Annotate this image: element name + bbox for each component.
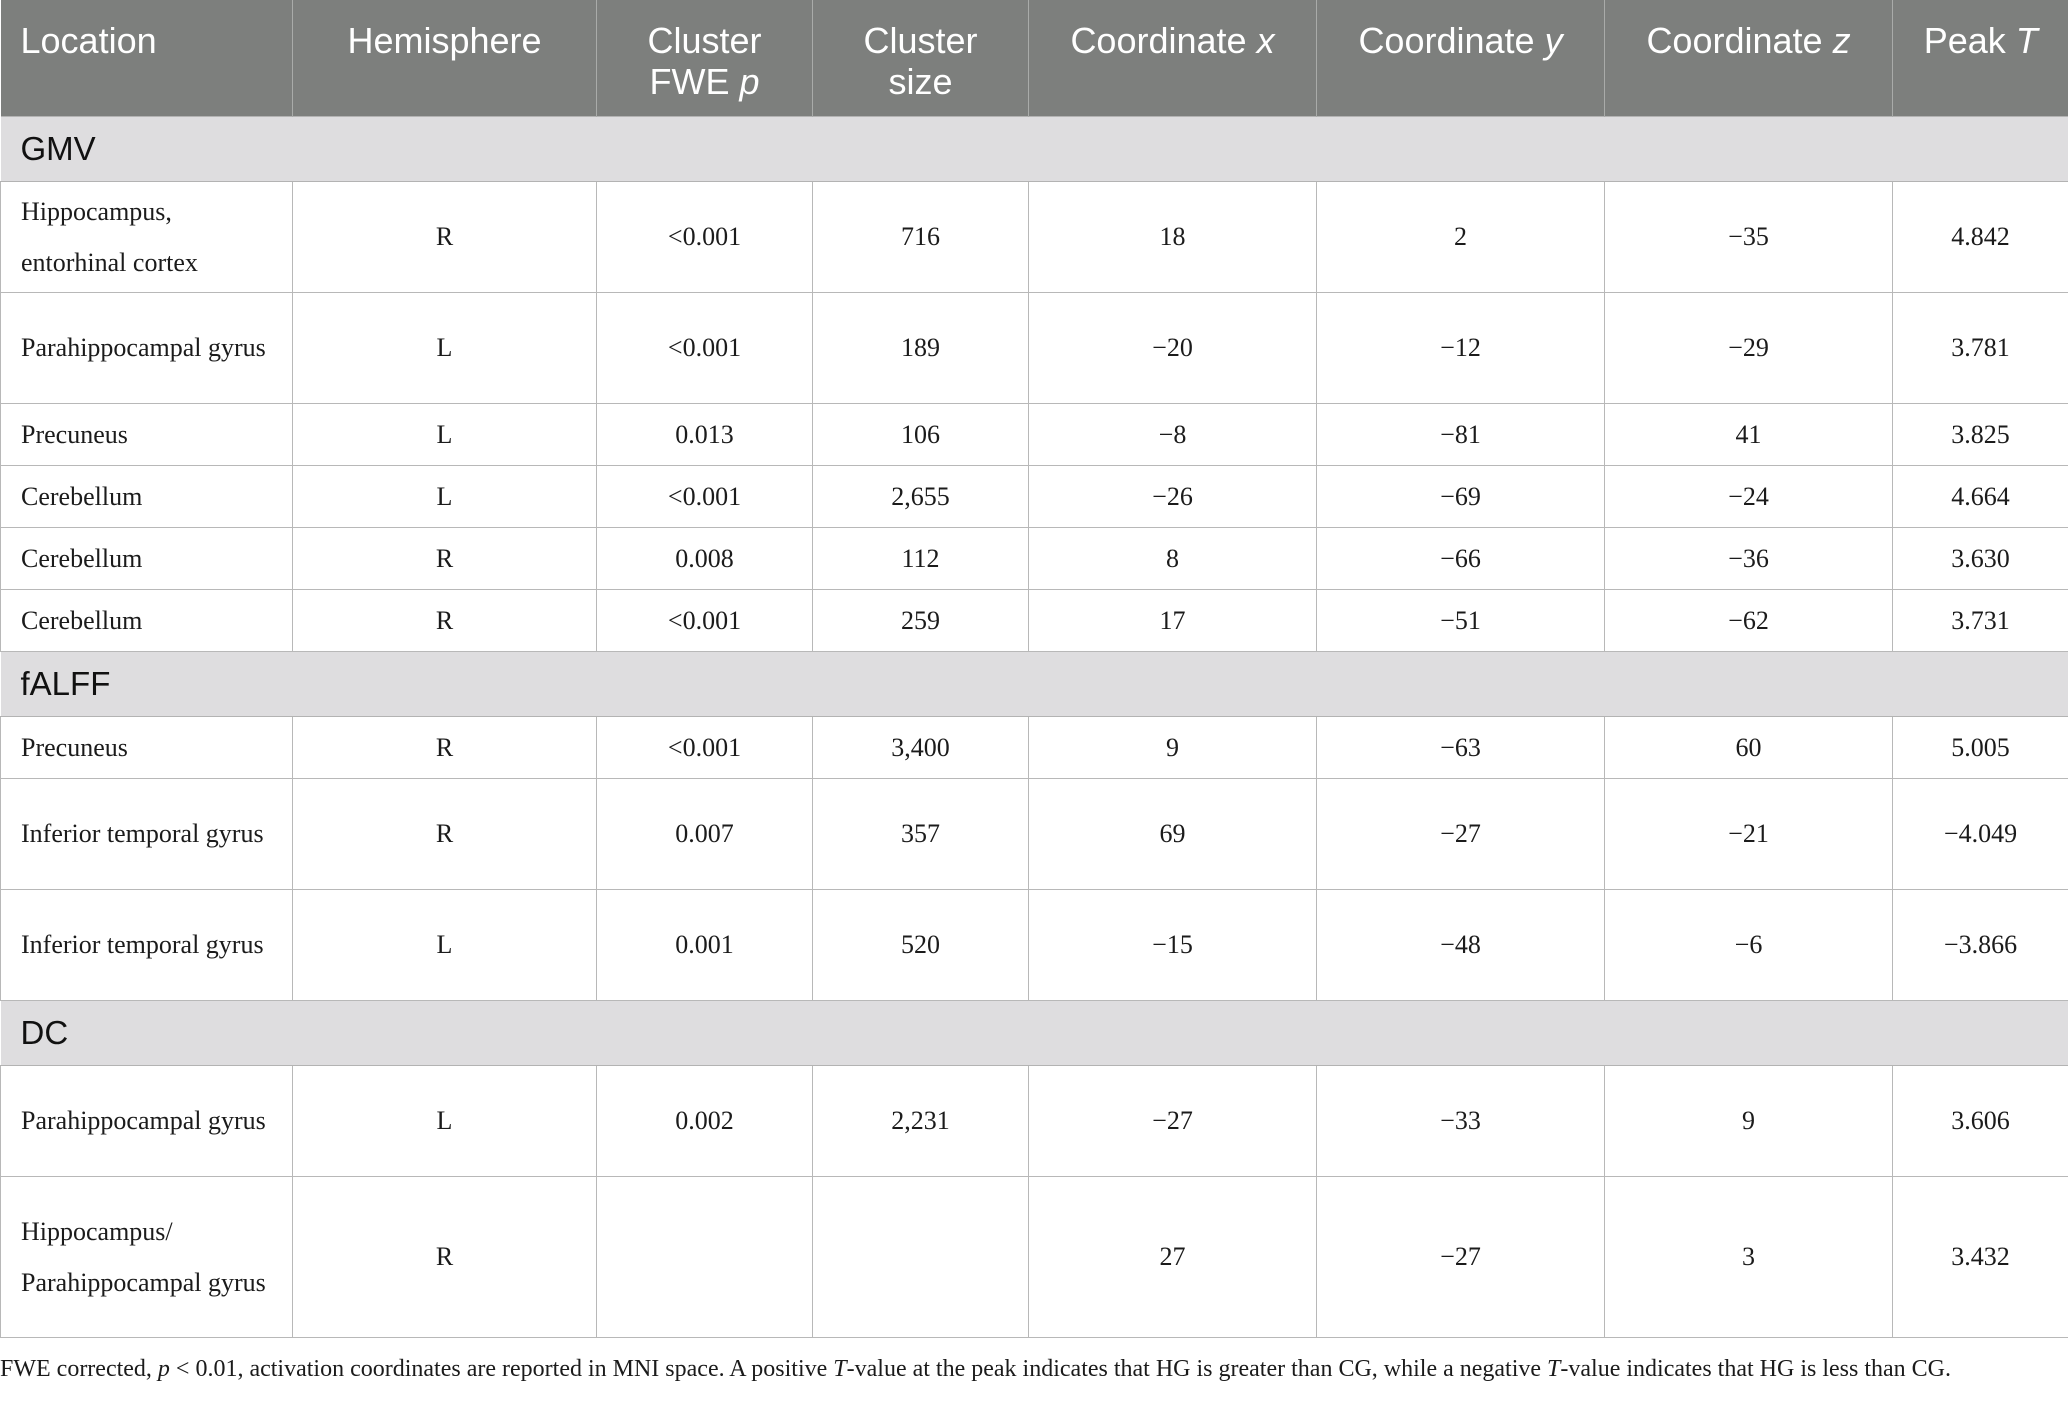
cluster-size-cell: 2,655 bbox=[813, 465, 1029, 527]
cluster-fwe-p-cell: 0.013 bbox=[597, 403, 813, 465]
col-header-location: Location bbox=[1, 0, 293, 116]
cluster-fwe-p-cell bbox=[597, 1176, 813, 1337]
hemisphere-cell: L bbox=[293, 403, 597, 465]
section-row-dc bbox=[1, 1000, 2068, 1065]
coordinate-z-cell: −21 bbox=[1605, 778, 1893, 889]
table-row bbox=[1, 181, 2068, 292]
hemisphere-cell: R bbox=[293, 1176, 597, 1337]
hemisphere-cell: R bbox=[293, 778, 597, 889]
cluster-fwe-p-cell: 0.007 bbox=[597, 778, 813, 889]
cluster-fwe-p-cell: <0.001 bbox=[597, 589, 813, 651]
peak-t-cell: −4.049 bbox=[1893, 778, 2068, 889]
coordinate-y-cell: −51 bbox=[1317, 589, 1605, 651]
section-row-falff bbox=[1, 651, 2068, 716]
hemisphere-cell: R bbox=[293, 589, 597, 651]
coordinate-z-cell: 9 bbox=[1605, 1065, 1893, 1176]
cluster-fwe-p-cell: 0.001 bbox=[597, 889, 813, 1000]
hemisphere-cell: R bbox=[293, 527, 597, 589]
location-cell: Inferior temporal gyrus bbox=[1, 889, 293, 1000]
cluster-size-cell: 189 bbox=[813, 292, 1029, 403]
table-row bbox=[1, 778, 2068, 889]
coordinate-x-cell: 18 bbox=[1029, 181, 1317, 292]
cluster-size-cell bbox=[813, 1176, 1029, 1337]
hemisphere-cell: L bbox=[293, 465, 597, 527]
location-cell: Parahippocampal gyrus bbox=[1, 292, 293, 403]
location-cell: Inferior temporal gyrus bbox=[1, 778, 293, 889]
coordinate-y-cell: −27 bbox=[1317, 778, 1605, 889]
coordinate-y-cell: −12 bbox=[1317, 292, 1605, 403]
cluster-fwe-p-cell: <0.001 bbox=[597, 292, 813, 403]
table-footnote: FWE corrected, p < 0.01, activation coordinates are reported in MNI space. A positive T-value at the peak indicates that HG is greater than CG, while a negative T-value indicates that HG is less than CG. bbox=[0, 1356, 1951, 1382]
col-header-hemisphere: Hemisphere bbox=[293, 0, 597, 116]
peak-t-cell: 3.606 bbox=[1893, 1065, 2068, 1176]
table-row bbox=[1, 403, 2068, 465]
cluster-fwe-p-cell: <0.001 bbox=[597, 181, 813, 292]
col-header-cluster-fwe-p: Cluster FWE p bbox=[597, 0, 813, 116]
coordinate-x-cell: −27 bbox=[1029, 1065, 1317, 1176]
coordinate-x-cell: 8 bbox=[1029, 527, 1317, 589]
cluster-fwe-p-cell: <0.001 bbox=[597, 716, 813, 778]
location-cell: Hippocampus/ Parahippocampal gyrus bbox=[1, 1176, 293, 1337]
table-row bbox=[1, 1176, 2068, 1337]
table-header-row bbox=[1, 0, 2068, 116]
coordinate-x-cell: −20 bbox=[1029, 292, 1317, 403]
location-cell: Precuneus bbox=[1, 403, 293, 465]
peak-t-cell: 3.781 bbox=[1893, 292, 2068, 403]
section-label: fALFF bbox=[1, 651, 2068, 716]
table-row bbox=[1, 716, 2068, 778]
cluster-size-cell: 2,231 bbox=[813, 1065, 1029, 1176]
coordinate-z-cell: 41 bbox=[1605, 403, 1893, 465]
coordinate-z-cell: −29 bbox=[1605, 292, 1893, 403]
cluster-fwe-p-cell: 0.008 bbox=[597, 527, 813, 589]
peak-t-cell: 4.842 bbox=[1893, 181, 2068, 292]
coordinate-z-cell: −35 bbox=[1605, 181, 1893, 292]
col-header-coordinate-z: Coordinate z bbox=[1605, 0, 1893, 116]
peak-t-cell: 3.630 bbox=[1893, 527, 2068, 589]
section-label: DC bbox=[1, 1000, 2068, 1065]
peak-t-cell: 3.731 bbox=[1893, 589, 2068, 651]
peak-t-cell: 4.664 bbox=[1893, 465, 2068, 527]
coordinate-y-cell: −81 bbox=[1317, 403, 1605, 465]
section-row-gmv bbox=[1, 116, 2068, 181]
coordinate-x-cell: 17 bbox=[1029, 589, 1317, 651]
table-row bbox=[1, 589, 2068, 651]
coordinate-x-cell: 9 bbox=[1029, 716, 1317, 778]
hemisphere-cell: L bbox=[293, 889, 597, 1000]
col-header-cluster-size: Cluster size bbox=[813, 0, 1029, 116]
cluster-size-cell: 112 bbox=[813, 527, 1029, 589]
coordinate-y-cell: −33 bbox=[1317, 1065, 1605, 1176]
hemisphere-cell: L bbox=[293, 292, 597, 403]
table-row bbox=[1, 292, 2068, 403]
peak-t-cell: 3.432 bbox=[1893, 1176, 2068, 1337]
cluster-size-cell: 357 bbox=[813, 778, 1029, 889]
coordinate-z-cell: −62 bbox=[1605, 589, 1893, 651]
coordinate-x-cell: 69 bbox=[1029, 778, 1317, 889]
cluster-size-cell: 716 bbox=[813, 181, 1029, 292]
col-header-coordinate-x: Coordinate x bbox=[1029, 0, 1317, 116]
coordinate-z-cell: −24 bbox=[1605, 465, 1893, 527]
coordinate-y-cell: −48 bbox=[1317, 889, 1605, 1000]
hemisphere-cell: L bbox=[293, 1065, 597, 1176]
peak-t-cell: −3.866 bbox=[1893, 889, 2068, 1000]
table-row bbox=[1, 889, 2068, 1000]
coordinate-x-cell: 27 bbox=[1029, 1176, 1317, 1337]
location-cell: Cerebellum bbox=[1, 465, 293, 527]
coordinate-x-cell: −26 bbox=[1029, 465, 1317, 527]
coordinate-y-cell: 2 bbox=[1317, 181, 1605, 292]
peak-t-cell: 5.005 bbox=[1893, 716, 2068, 778]
table-row bbox=[1, 465, 2068, 527]
cluster-fwe-p-cell: 0.002 bbox=[597, 1065, 813, 1176]
cluster-fwe-p-cell: <0.001 bbox=[597, 465, 813, 527]
coordinate-y-cell: −27 bbox=[1317, 1176, 1605, 1337]
cluster-size-cell: 259 bbox=[813, 589, 1029, 651]
cluster-size-cell: 520 bbox=[813, 889, 1029, 1000]
coordinate-y-cell: −63 bbox=[1317, 716, 1605, 778]
hemisphere-cell: R bbox=[293, 716, 597, 778]
location-cell: Cerebellum bbox=[1, 589, 293, 651]
location-cell: Precuneus bbox=[1, 716, 293, 778]
cluster-size-cell: 3,400 bbox=[813, 716, 1029, 778]
coordinate-y-cell: −69 bbox=[1317, 465, 1605, 527]
hemisphere-cell: R bbox=[293, 181, 597, 292]
location-cell: Parahippocampal gyrus bbox=[1, 1065, 293, 1176]
peak-t-cell: 3.825 bbox=[1893, 403, 2068, 465]
location-cell: Hippocampus, entorhinal cortex bbox=[1, 181, 293, 292]
coordinate-y-cell: −66 bbox=[1317, 527, 1605, 589]
section-label: GMV bbox=[1, 116, 2068, 181]
coordinate-z-cell: 3 bbox=[1605, 1176, 1893, 1337]
coordinate-z-cell: 60 bbox=[1605, 716, 1893, 778]
table-row bbox=[1, 527, 2068, 589]
col-header-peak-t: Peak T bbox=[1893, 0, 2068, 116]
location-cell: Cerebellum bbox=[1, 527, 293, 589]
table-row bbox=[1, 1065, 2068, 1176]
cluster-size-cell: 106 bbox=[813, 403, 1029, 465]
col-header-coordinate-y: Coordinate y bbox=[1317, 0, 1605, 116]
coordinate-x-cell: −15 bbox=[1029, 889, 1317, 1000]
coordinate-z-cell: −6 bbox=[1605, 889, 1893, 1000]
coordinate-x-cell: −8 bbox=[1029, 403, 1317, 465]
coordinate-z-cell: −36 bbox=[1605, 527, 1893, 589]
